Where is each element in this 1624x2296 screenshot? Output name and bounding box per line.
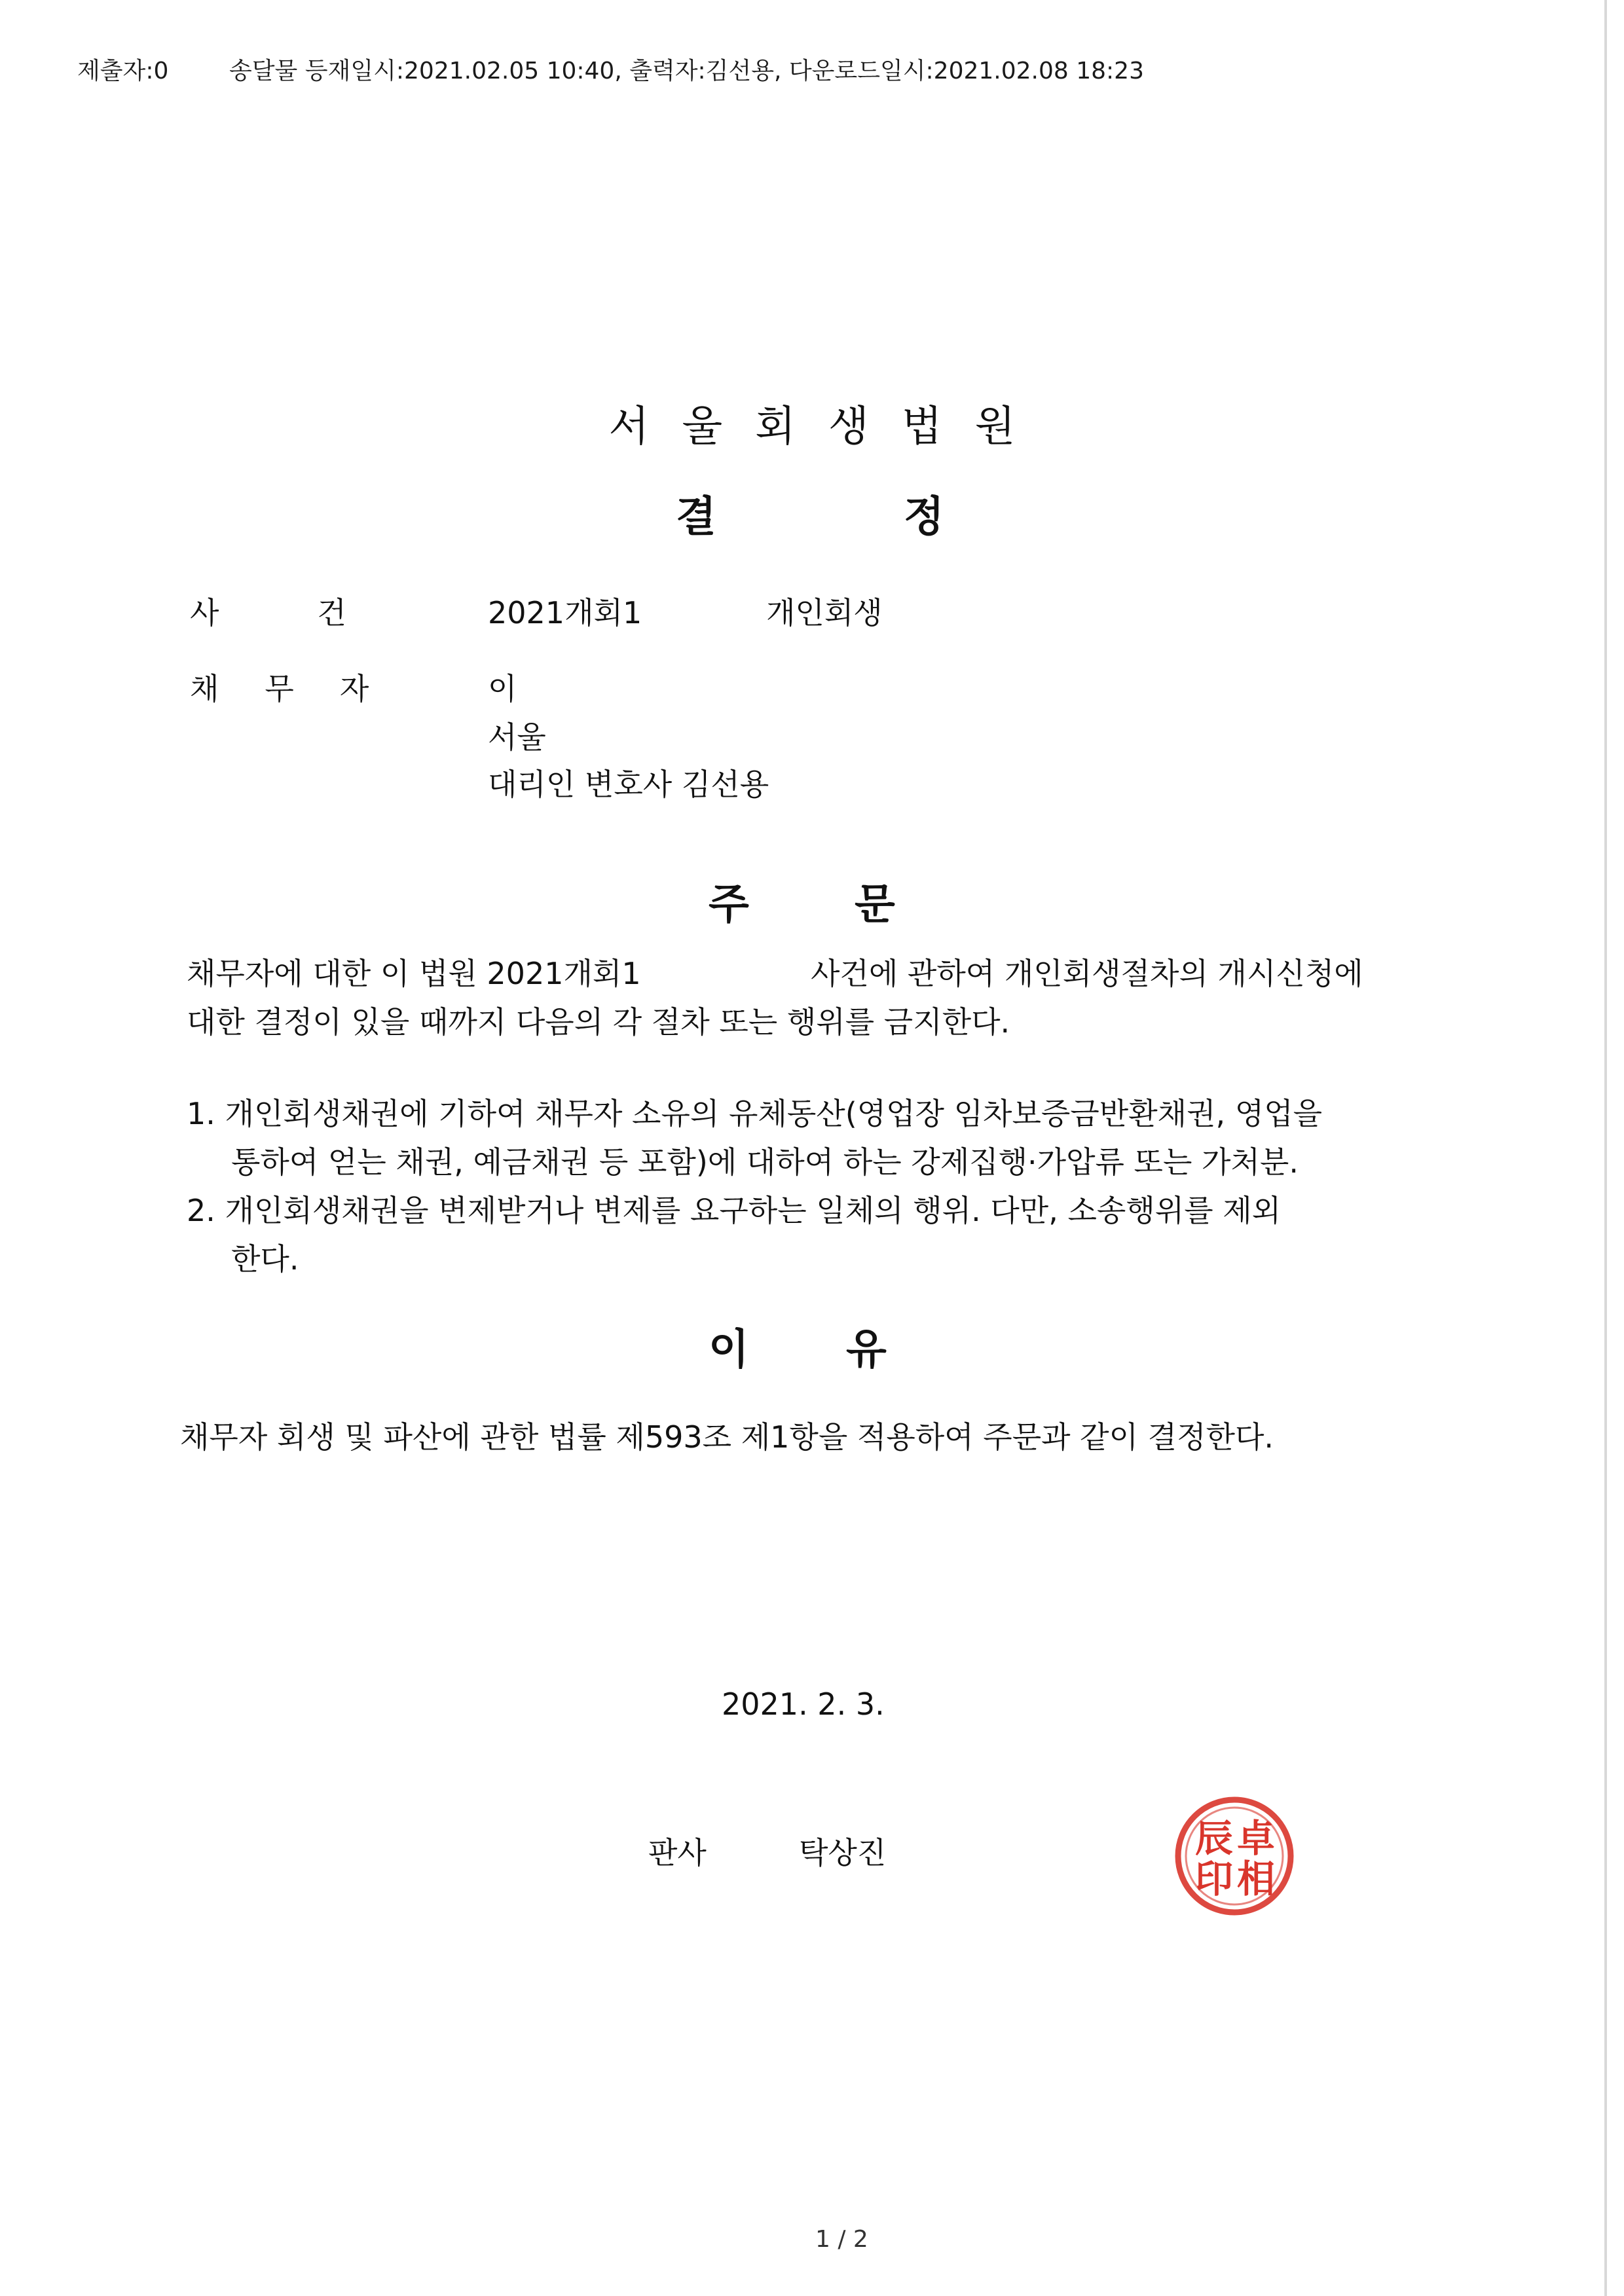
debtor-address: 서울 xyxy=(488,720,546,755)
judge-seal-stamp xyxy=(1172,1794,1297,1918)
order-paragraph-line2: 대한 결정이 있을 때까지 다음의 각 절차 또는 행위를 금지한다. xyxy=(187,1004,1010,1040)
order-heading-left: 주 xyxy=(709,881,749,929)
reason-heading-left: 이 xyxy=(709,1326,749,1374)
case-type: 개인회생 xyxy=(766,595,883,630)
case-number: 2021개회1 xyxy=(488,595,642,630)
header-submitter: 제출자:0 xyxy=(77,58,169,84)
seal-character: 辰 xyxy=(1194,1816,1234,1861)
seal-character: 印 xyxy=(1194,1857,1234,1901)
judge-title: 판사 xyxy=(648,1835,707,1870)
scan-edge-line xyxy=(1604,0,1607,2296)
order-paragraph-line1a: 채무자에 대한 이 법원 2021개회1 xyxy=(187,956,641,991)
case-label: 사건 xyxy=(190,595,445,630)
order-item-2-line1: 2. 개인회생채권을 변제받거나 변제를 요구하는 일체의 행위. 다만, 소송행위를 제외 xyxy=(187,1193,1282,1228)
reason-heading-right: 유 xyxy=(846,1326,887,1374)
judge-name: 탁상진 xyxy=(799,1835,887,1870)
reason-paragraph: 채무자 회생 및 파산에 관한 법률 제593조 제1항을 적용하여 주문과 같이 결정한다. xyxy=(180,1419,1274,1455)
order-heading-right: 문 xyxy=(855,881,895,929)
court-name: 서울회생법원 xyxy=(608,403,1048,451)
doc-type-right: 정 xyxy=(904,493,944,541)
redaction-mask xyxy=(181,46,217,88)
order-paragraph-line1b: 사건에 관하여 개인회생절차의 개시신청에 xyxy=(811,956,1363,991)
debtor-label: 채무자 xyxy=(190,671,415,706)
seal-character: 卓 xyxy=(1236,1816,1276,1861)
debtor-name: 이 xyxy=(488,671,517,706)
order-item-1-line1: 1. 개인회생채권에 기하여 채무자 소유의 유체동산(영업장 임차보증금반환채권, 영업을 xyxy=(187,1096,1323,1131)
debtor-agent: 대리인 변호사 김선용 xyxy=(488,767,769,802)
order-item-1-line2: 통하여 얻는 채권, 예금채권 등 포함)에 대하여 하는 강제집행·가압류 또는 가처분. xyxy=(231,1144,1299,1180)
doc-type-left: 결 xyxy=(676,493,716,541)
decision-date: 2021. 2. 3. xyxy=(722,1686,885,1722)
seal-character: 相 xyxy=(1236,1857,1276,1901)
header-info: 송달물 등재일시:2021.02.05 10:40, 출력자:김선용, 다운로드일시:2021.02.08 18:23 xyxy=(229,58,1144,84)
page-number: 1 / 2 xyxy=(815,2226,868,2253)
order-item-2-line2: 한다. xyxy=(231,1241,299,1277)
